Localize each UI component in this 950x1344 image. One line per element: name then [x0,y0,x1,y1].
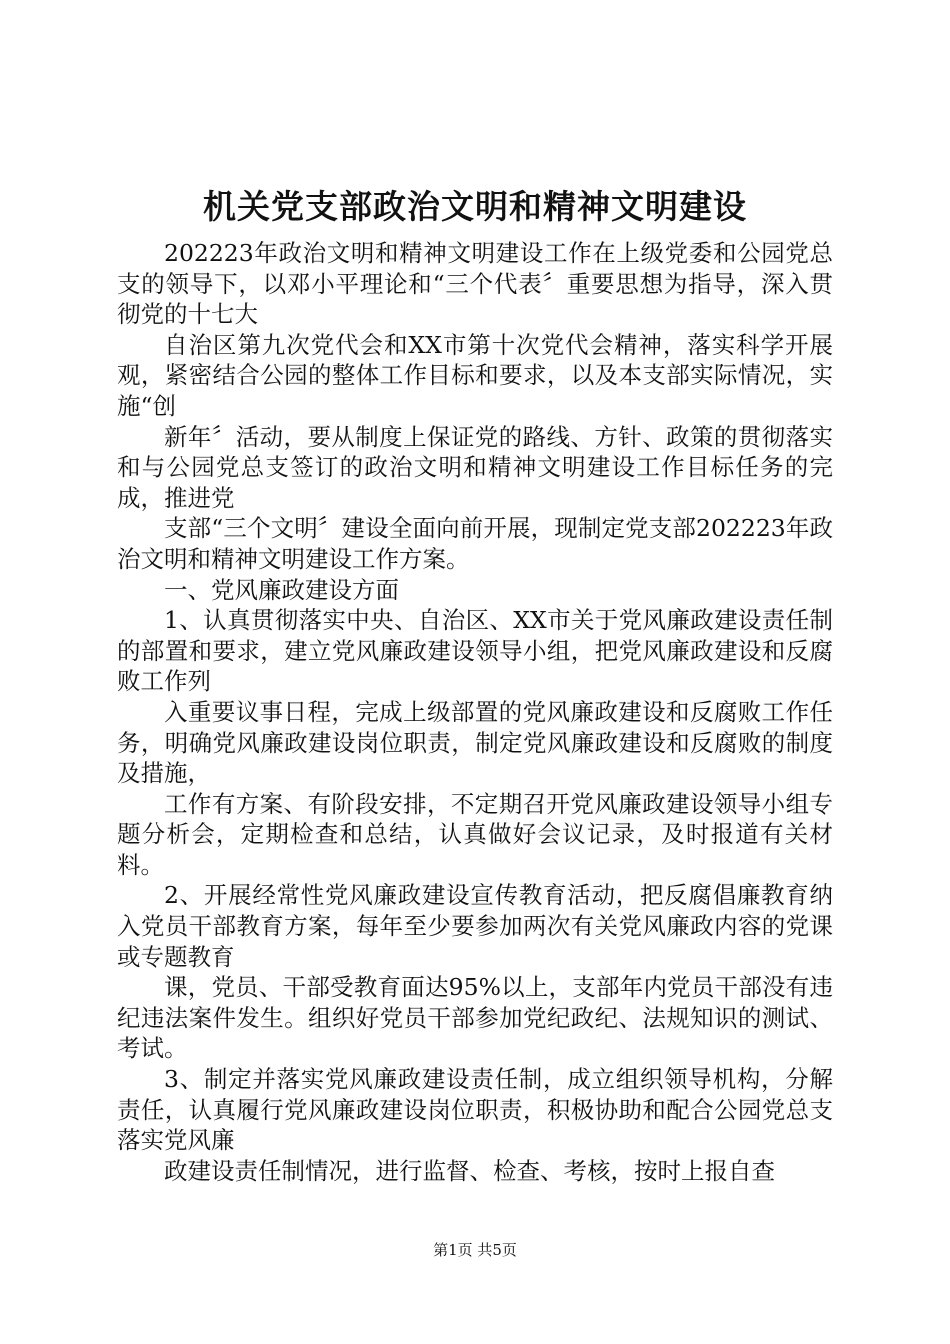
paragraph: 自治区第九次党代会和XX市第十次党代会精神，落实科学开展观，紧密结合公园的整体工作目标和要求，以及本支部实际情况，实施“创 [117,330,833,420]
section-heading: 一、党风廉政建设方面 [164,575,399,604]
paragraph: 新年〞活动，要从制度上保证党的路线、方针、政策的贯彻落实和与公园党总支签订的政治文明和精神文明建设工作目标任务的完成，推进党 [117,422,833,512]
paragraph: 课，党员、干部受教育面达95%以上，支部年内党员干部没有违纪违法案件发生。组织好党员干部参加党纪政纪、法规知识的测试、考试。 [117,973,833,1063]
document-title: 机关党支部政治文明和精神文明建设 [203,187,747,226]
paragraph: 1、认真贯彻落实中央、自治区、XX市关于党风廉政建设责任制的部置和要求，建立党风廉政建设领导小组，把党风廉政建设和反腐败工作列 [117,606,833,696]
paragraph: 支部“三个文明〞建设全面向前开展，现制定党支部202223年政治文明和精神文明建设工作方案。 [117,514,833,573]
document-body [117,238,833,1186]
paragraph: 入重要议事日程，完成上级部置的党风廉政建设和反腐败工作任务，明确党风廉政建设岗位职责，制定党风廉政建设和反腐败的制度及措施， [117,697,833,788]
paragraph: 202223年政治文明和精神文明建设工作在上级党委和公园党总支的领导下，以邓小平理论和“三个代表〞重要思想为指导，深入贯彻党的十七大 [117,239,833,329]
paragraph: 2、开展经常性党风廉政建设宣传教育活动，把反腐倡廉教育纳入党员干部教育方案，每年至少要参加两次有关党风廉政内容的党课或专题教育 [117,881,833,971]
page-number-footer: 第1页 共5页 [433,1241,517,1259]
paragraph: 3、制定并落实党风廉政建设责任制，成立组织领导机构，分解责任，认真履行党风廉政建设岗位职责，积极协助和配合公园党总支落实党风廉 [117,1065,833,1155]
paragraph: 政建设责任制情况，进行监督、检查、考核，按时上报自查 [164,1156,775,1185]
paragraph: 工作有方案、有阶段安排，不定期召开党风廉政建设领导小组专题分析会，定期检查和总结，认真做好会议记录，及时报道有关材料。 [117,789,833,879]
